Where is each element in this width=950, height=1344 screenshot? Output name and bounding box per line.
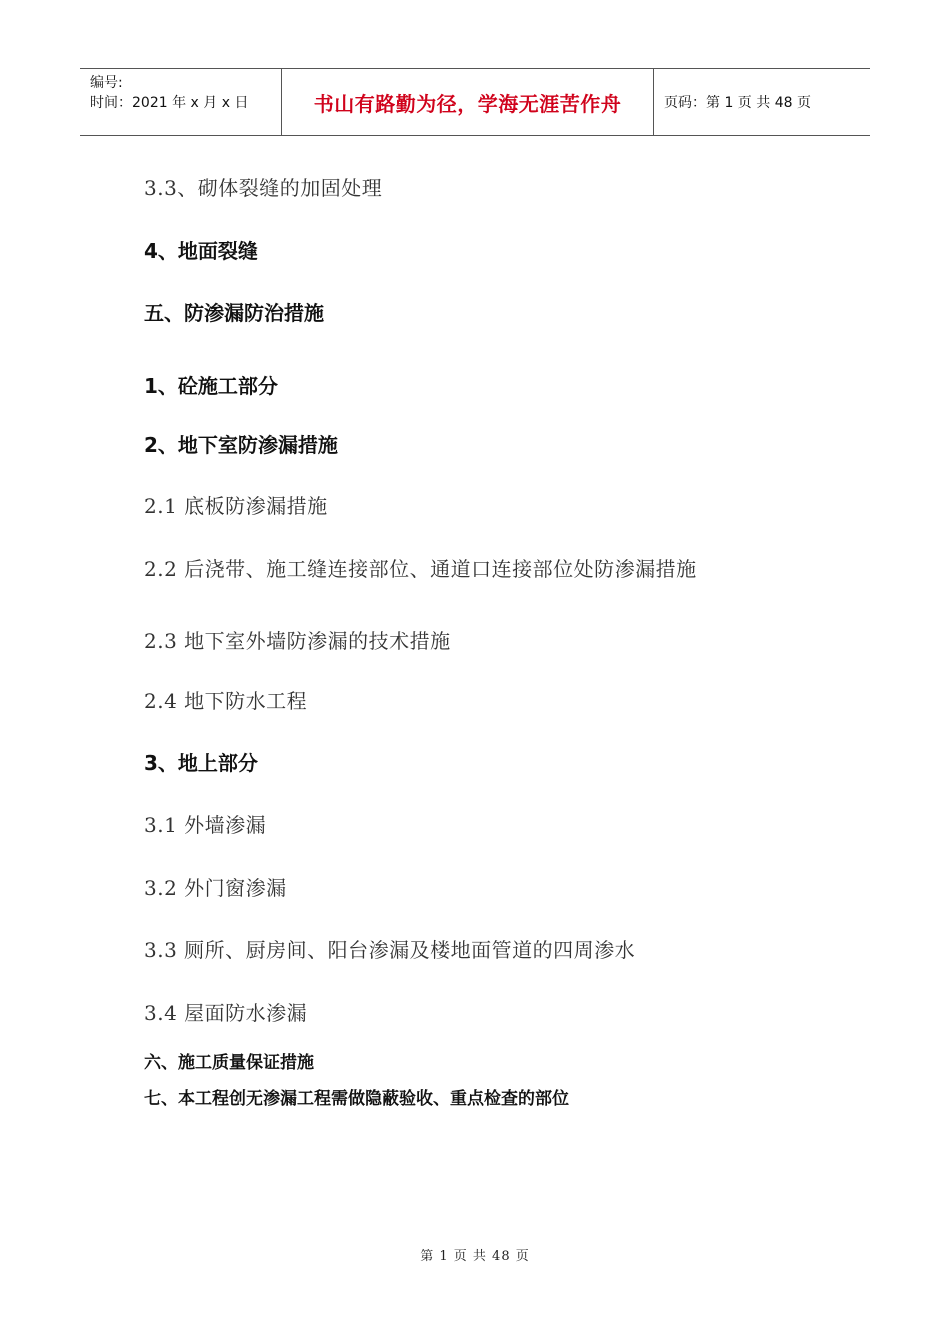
section-2-1: 2.1 底板防渗漏措施 [144,494,328,518]
heading-4: 4、地面裂缝 [144,239,258,263]
chapter-7-heading: 七、本工程创无渗漏工程需做隐蔽验收、重点检查的部位 [144,1089,569,1109]
heading-2: 2、地下室防渗漏措施 [144,433,338,457]
section-2-3: 2.3 地下室外墙防渗漏的技术措施 [144,629,451,653]
page-footer: 第 1 页 共 48 页 [420,1249,530,1264]
header-meta [80,69,282,135]
section-3-2: 3.2 外门窗渗漏 [144,876,287,900]
chapter-5-heading: 五、防渗漏防治措施 [144,301,324,325]
time-label: 时间：2021 年 x 月 x 日 [90,95,249,111]
header-motto: 书山有路勤为径，学海无涯苦作舟 [282,69,654,135]
section-3-3: 3.3、砌体裂缝的加固处理 [144,176,383,200]
page-header [80,68,870,136]
section-3-1: 3.1 外墙渗漏 [144,813,267,837]
chapter-6-heading: 六、施工质量保证措施 [144,1053,314,1073]
section-3-3b: 3.3 厕所、厨房间、阳台渗漏及楼地面管道的四周渗水 [144,938,636,962]
section-3-4: 3.4 屋面防水渗漏 [144,1001,308,1025]
heading-3: 3、地上部分 [144,751,258,775]
section-2-2: 2.2 后浇带、施工缝连接部位、通道口连接部位处防渗漏措施 [144,557,697,581]
section-2-4: 2.4 地下防水工程 [144,689,308,713]
heading-1: 1、砼施工部分 [144,374,278,398]
number-label: 编号: [90,75,123,91]
header-page-info: 页码：第 1 页 共 48 页 [664,95,811,111]
